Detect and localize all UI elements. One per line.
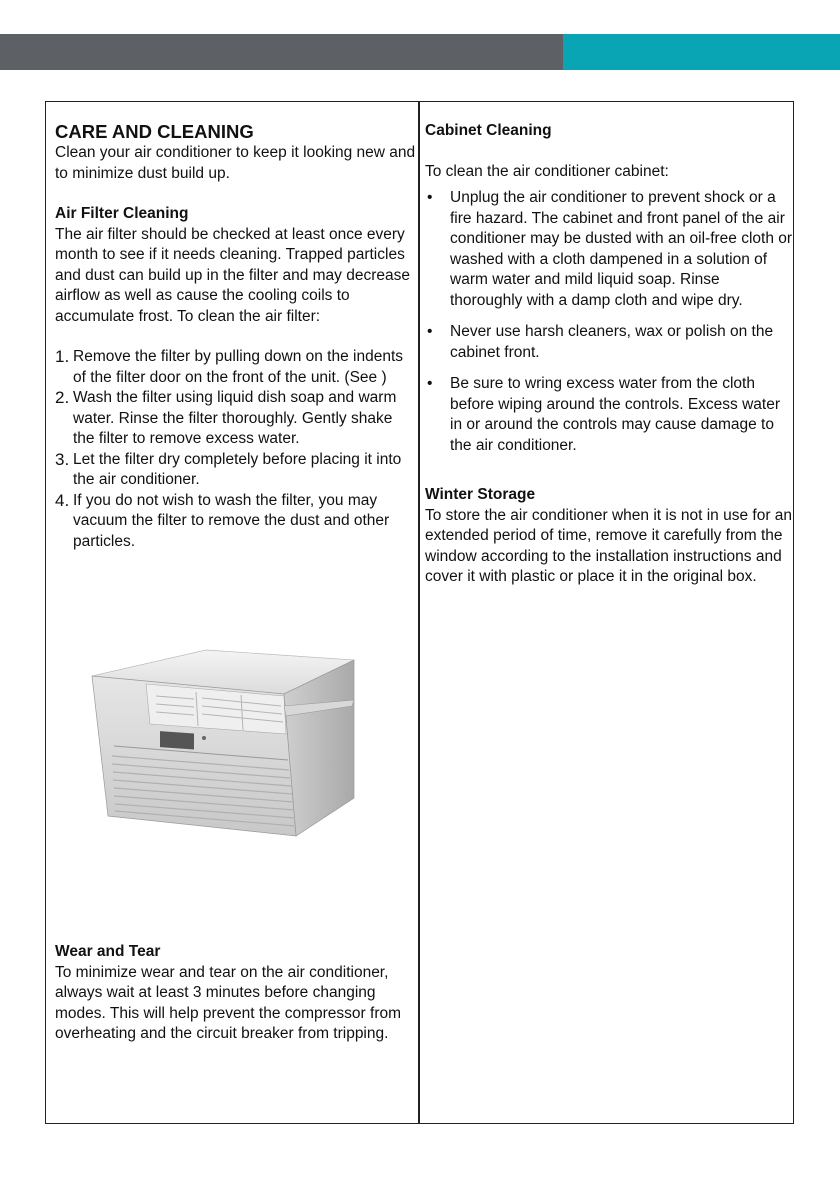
care-intro: Clean your air conditioner to keep it looking new and to minimize dust build up. xyxy=(55,144,416,182)
bullet-icon: • xyxy=(427,189,433,206)
step-text: Remove the filter by pulling down on the indents of the filter door on the front of the unit. (See ) xyxy=(73,348,404,386)
step-item xyxy=(55,491,417,553)
cabinet-intro: To clean the air conditioner cabinet: xyxy=(425,162,669,180)
step-text: Let the filter dry completely before placing it into the air conditioner. xyxy=(73,450,402,488)
wear-text: To minimize wear and tear on the air conditioner, always wait at least 3 minutes before changing modes. This will help prevent the compressor from overheating and the circuit breaker from tripping. xyxy=(55,963,402,1042)
cabinet-heading: Cabinet Cleaning xyxy=(425,122,552,139)
left-column xyxy=(55,121,417,552)
column-divider xyxy=(418,101,420,1124)
step-number: 3. xyxy=(55,449,70,469)
step-number: 1. xyxy=(55,347,70,366)
step-item xyxy=(55,450,417,491)
bullet-icon: • xyxy=(427,375,433,392)
step-text: If you do not wish to wash the filter, you may vacuum the filter to remove the dust and other particles. xyxy=(73,491,390,550)
step-number: 4. xyxy=(55,490,70,510)
air-filter-text: The air filter should be checked at least once every month to see if it needs cleaning. Trapped particles and dust can build up in the filter and may decrease airflow as well as cause the cooling coils to accumulate frost. To clean the air filter: xyxy=(55,225,411,325)
step-number: 2. xyxy=(55,388,70,407)
step-item xyxy=(55,347,417,388)
winter-heading: Winter Storage xyxy=(425,486,536,503)
bullet-item xyxy=(425,374,793,456)
air-filter-heading: Air Filter Cleaning xyxy=(55,205,189,222)
bullet-text: Unplug the air conditioner to prevent shock or a fire hazard. The cabinet and front panel of the air conditioner may be dusted with an oil-free cloth or washed with a cloth dampened in a solution of warm water and mild liquid soap. Rinse thoroughly with a damp cloth and wipe dry. xyxy=(450,189,793,309)
bullet-icon: • xyxy=(427,323,433,340)
step-text: Wash the filter using liquid dish soap and warm water. Rinse the filter thoroughly. Gently shake the filter to remove excess water. xyxy=(73,389,397,447)
winter-text: To store the air conditioner when it is not in use for an extended period of time, remove it carefully from the window according to the installation instructions and cover it with plastic or place it in the original box. xyxy=(425,506,793,585)
wear-section xyxy=(55,942,417,1045)
page-title: CARE AND CLEANING xyxy=(55,121,254,142)
bullet-text: Never use harsh cleaners, wax or polish on the cabinet front. xyxy=(450,323,774,361)
header-accent-bar xyxy=(563,34,840,70)
header-bar xyxy=(0,34,563,70)
right-column xyxy=(425,121,793,588)
bullet-item xyxy=(425,188,793,311)
cabinet-bullets xyxy=(425,188,793,456)
filter-steps xyxy=(55,347,417,552)
wear-heading: Wear and Tear xyxy=(55,943,161,960)
air-conditioner-image xyxy=(86,646,361,854)
step-item xyxy=(55,388,417,450)
bullet-item xyxy=(425,322,793,363)
bullet-text: Be sure to wring excess water from the cloth before wiping around the controls. Excess water in or around the controls may cause damage to the air conditioner. xyxy=(450,375,780,454)
